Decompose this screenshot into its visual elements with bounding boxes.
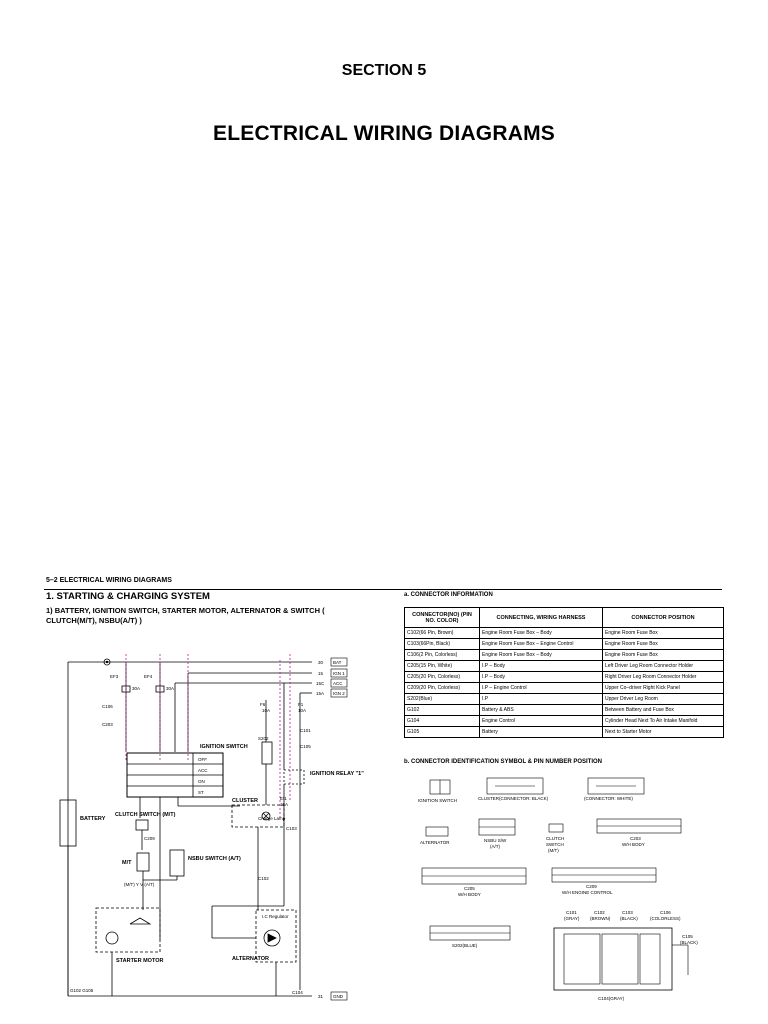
cell-connector: S202(Blue) (405, 694, 480, 705)
bus-ign2-label: IGN 2 (333, 691, 345, 696)
conn-c105-label: C105 (300, 744, 311, 749)
switch-on-label: ON (198, 779, 205, 784)
cell-position: Next to Starter Motor (603, 727, 724, 738)
cell-position: Cylinder Head Next To Air Intake Manifold (603, 716, 724, 727)
conn-c103-label: C103 (286, 826, 297, 831)
sym-c103-color: (BLACK) (620, 916, 638, 921)
cell-harness: I.P – Engine Control (480, 683, 603, 694)
battery-label: BATTERY (80, 816, 106, 822)
ignition-relay-label: IGNITION RELAY "1" (310, 771, 364, 777)
sym-c102: C102 (594, 910, 605, 915)
bus-gnd-label: GND (333, 994, 343, 999)
wire-15-label: 15 (318, 671, 324, 676)
cell-harness: I.P – Body (480, 661, 603, 672)
bus-bat-label: BAT (333, 660, 342, 665)
sym-nsbu-at: (A/T) (490, 844, 500, 849)
conn-c203-label: C203 (102, 722, 113, 727)
sym-cluster-black: CLUSTER(CONNECTOR: BLACK) (478, 796, 549, 801)
sym-c203-sub: W/H BODY (622, 842, 645, 847)
fuse-ef3-amp: 30A (132, 686, 141, 691)
header-position: CONNECTOR POSITION (603, 608, 724, 628)
cell-harness: Engine Room Fuse Box – Body (480, 628, 603, 639)
sym-c203: C203 (630, 836, 641, 841)
sym-c102-color: (BROWN) (590, 916, 611, 921)
page-header: 5–2 ELECTRICAL WIRING DIAGRAMS (46, 577, 172, 584)
sym-ignition-switch: IGNITION SWITCH (418, 798, 457, 803)
cell-harness: Battery & ABS (480, 705, 603, 716)
header-harness: CONNECTING, WIRING HARNESS (480, 608, 603, 628)
sym-nsbu-sw: NSBU S/W (484, 838, 507, 843)
cell-harness: Engine Room Fuse Box – Body (480, 650, 603, 661)
fuse-f6-amp: 10A (262, 708, 271, 713)
starter-motor-label: STARTER MOTOR (116, 958, 164, 964)
section-title: ELECTRICAL WIRING DIAGRAMS (213, 122, 555, 145)
charge-lamp-label: Charge Lamp (258, 816, 286, 821)
cell-connector: G104 (405, 716, 480, 727)
cell-connector: G105 (405, 727, 480, 738)
cell-connector: C103(66Pin, Black) (405, 639, 480, 650)
header-connector: CONNECTOR(NO) (PIN NO. COLOR) (405, 608, 480, 628)
fuse-ef4-label: EF4 (144, 674, 153, 679)
cell-position: Between Battery and Fuse Box (603, 705, 724, 716)
cell-position: Upper Co–driver Right Kick Panel (603, 683, 724, 694)
sym-c209: C209 (586, 884, 597, 889)
fuse-ef1-amp: 15A (280, 802, 289, 807)
clutch-switch-label: CLUTCH SWITCH (M/T) (115, 812, 176, 818)
nsbu-switch-label: NSBU SWITCH (A/T) (188, 856, 241, 862)
sym-c106: C106 (660, 910, 671, 915)
cell-position: Upper Driver Leg Room (603, 694, 724, 705)
switch-off-label: OFF (198, 757, 207, 762)
sym-c105: C105 (682, 934, 693, 939)
cell-harness: Engine Control (480, 716, 603, 727)
wire-30-label: 30 (318, 660, 324, 665)
wire-31-label: 31 (318, 994, 324, 999)
sym-clutch: CLUTCH (546, 836, 565, 841)
ignition-switch-label: IGNITION SWITCH (200, 744, 248, 750)
switch-st-label: ST (198, 790, 204, 795)
sym-s202: S202(BLUE) (452, 943, 478, 948)
cell-connector: C106(2 Pin, Colorless) (405, 650, 480, 661)
sym-c209-sub: W/H ENGINE CONTROL (562, 890, 613, 895)
wire-15a-label: 15A (316, 691, 325, 696)
section-label: SECTION 5 (341, 62, 427, 79)
alternator-label: ALTERNATOR (232, 956, 269, 962)
fuse-ef1-label: Ef1 (280, 796, 287, 801)
cell-connector: C205(15 Pin, White) (405, 661, 480, 672)
ic-regulator-label: I.C Regulator (262, 914, 289, 919)
ground-ids-label: G102 G105 (70, 988, 94, 993)
wire-15c-label: 15C (316, 681, 325, 686)
conn-c104-label: C104 (292, 990, 303, 995)
sym-clutch-2: SWITCH (546, 842, 564, 847)
bus-ign1-label: IGN 1 (333, 671, 345, 676)
sym-c106-color: (COLORLESS) (650, 916, 681, 921)
cell-position: Engine Room Fuse Box (603, 628, 724, 639)
fuse-f1-amp: 10A (298, 708, 307, 713)
sym-clutch-mt: (M/T) (548, 848, 559, 853)
mt-label: M/T (122, 860, 132, 866)
fuse-f1-label: F1 (298, 702, 304, 707)
sym-connector-white: (CONNECTOR: WHITE) (584, 796, 633, 801)
cell-connector: C102(66 Pin, Brown) (405, 628, 480, 639)
cell-connector: C205(20 Pin, Colorless) (405, 672, 480, 683)
mt-at-label: (M/T) Y V (A/T) (124, 882, 155, 887)
sym-c103: C103 (622, 910, 633, 915)
sym-c105-color: (BLACK) (680, 940, 698, 945)
cell-position: Left Driver Leg Room Connector Holder (603, 661, 724, 672)
cluster-label: CLUSTER (232, 798, 258, 804)
sym-c104: C104(GRAY) (598, 996, 625, 1001)
cell-harness: I.P – Body (480, 672, 603, 683)
sym-c101: C101 (566, 910, 577, 915)
switch-acc-label: ACC (198, 768, 208, 773)
connector-info-title: a. CONNECTOR INFORMATION (404, 592, 493, 598)
cell-position: Engine Room Fuse Box (603, 650, 724, 661)
cell-connector: C209(20 Pin, Colorless) (405, 683, 480, 694)
cell-position: Right Driver Leg Room Connector Holder (603, 672, 724, 683)
conn-c209-label: C209 (144, 836, 155, 841)
fuse-f6-label: F6 (260, 702, 266, 707)
sym-c101-color: (GRAY) (564, 916, 580, 921)
sym-c205: C205 (464, 886, 475, 891)
fuse-ef3-label: EF3 (110, 674, 119, 679)
heading-battery-ignition: 1) BATTERY, IGNITION SWITCH, STARTER MOTOR, ALTERNATOR & SWITCH ( CLUTCH(M/T), NSBU(A/T) ) (46, 606, 325, 625)
sym-c205-sub: W/H BODY (458, 892, 481, 897)
conn-c102-label: C102 (258, 876, 269, 881)
cell-position: Engine Room Fuse Box (603, 639, 724, 650)
sym-alternator: ALTERNATOR (420, 840, 450, 845)
cell-harness: Engine Room Fuse Box – Engine Control (480, 639, 603, 650)
conn-c101-label: C101 (300, 728, 311, 733)
bus-acc-label: ACC (333, 681, 343, 686)
cell-harness: I.P (480, 694, 603, 705)
conn-c106-label: C106 (102, 704, 113, 709)
fuse-ef4-amp: 30A (166, 686, 175, 691)
heading-starting-charging: 1. STARTING & CHARGING SYSTEM (46, 591, 210, 602)
connector-symbols-title: b. CONNECTOR IDENTIFICATION SYMBOL & PIN NUMBER POSITION (404, 759, 603, 765)
cell-harness: Battery (480, 727, 603, 738)
cell-connector: G102 (405, 705, 480, 716)
conn-s202-label: S202 (258, 736, 269, 741)
